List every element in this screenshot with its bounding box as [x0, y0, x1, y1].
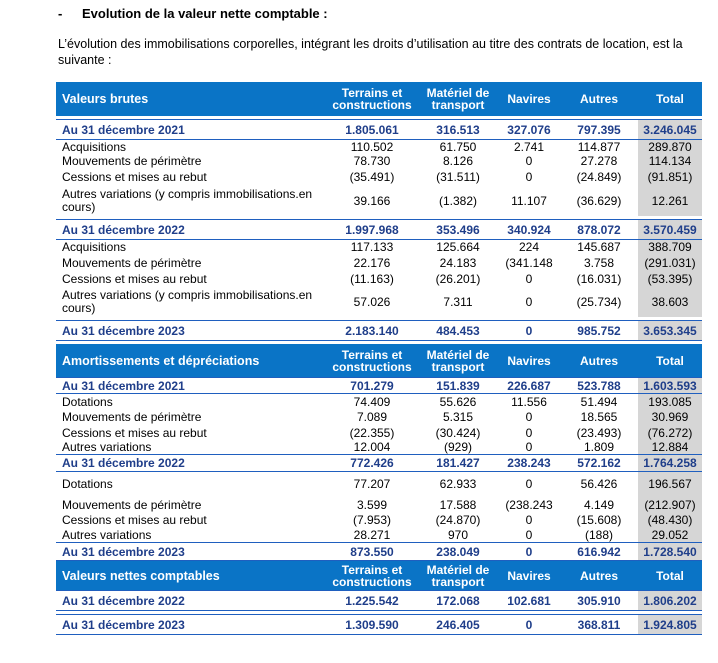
row-label: Cessions et mises au rebut: [62, 170, 207, 184]
table-section-header: [56, 561, 702, 590]
table-row: [56, 441, 702, 454]
cell-autres: 56.426: [580, 477, 618, 491]
cell-total: 1.806.202: [638, 591, 702, 610]
cell-autres: (23.493): [576, 425, 622, 440]
column-header-materiel-transport: Matériel de transport: [426, 562, 490, 589]
row-label: Mouvements de périmètre: [62, 410, 202, 424]
balance-row: [56, 614, 702, 635]
row-label: Autres variations: [62, 440, 152, 454]
cell-total: 114.134: [638, 154, 702, 169]
balance-row: [56, 119, 702, 140]
row-label: Au 31 décembre 2023: [62, 323, 185, 338]
cell-total: (53.395): [638, 271, 702, 287]
cell-autres: 4.149: [583, 497, 615, 512]
cell-terrains-constructions: 57.026: [353, 294, 391, 309]
cell-terrains-constructions: 873.550: [350, 544, 394, 559]
cell-autres: 27.278: [580, 154, 618, 168]
cell-total: (48.430): [638, 513, 702, 528]
balance-row: [56, 377, 702, 394]
cell-materiel-transport: 5.315: [442, 410, 474, 424]
heading-dash: -: [58, 6, 63, 21]
column-header-total: Total: [656, 568, 684, 583]
balance-row: [56, 454, 702, 472]
cell-autres: 3.758: [583, 255, 615, 270]
cell-autres: 985.752: [577, 323, 621, 338]
cell-navires: 2.741: [513, 139, 545, 154]
asset-table: [56, 82, 702, 635]
cell-total: 3.246.045: [638, 120, 702, 139]
table-row: [56, 271, 702, 287]
row-label: Cessions et mises au rebut: [62, 425, 207, 440]
cell-autres: 114.877: [577, 139, 621, 154]
cell-terrains-constructions: (7.953): [352, 513, 392, 527]
cell-navires: 224: [518, 240, 540, 254]
balance-row: [56, 542, 702, 561]
cell-total: 196.567: [638, 472, 702, 497]
column-header-materiel-transport: Matériel de transport: [426, 347, 490, 374]
cell-autres: 797.395: [577, 122, 621, 137]
cell-autres: 368.811: [577, 617, 621, 632]
balance-row: [56, 320, 702, 341]
column-header-navires: Navires: [507, 353, 551, 368]
column-header-terrains-constructions: Terrains et constructions: [332, 562, 412, 589]
cell-total: 3.653.345: [638, 321, 702, 340]
table-row: [56, 186, 702, 216]
cell-navires: 0: [525, 440, 533, 454]
row-label: Autres variations: [62, 527, 152, 542]
cell-navires: 0: [525, 410, 533, 424]
cell-terrains-constructions: 39.166: [353, 193, 391, 208]
cell-total: 30.969: [638, 410, 702, 425]
cell-navires: 0: [525, 271, 533, 286]
section-heading: [58, 6, 328, 21]
cell-navires: 238.243: [507, 456, 551, 470]
table-row: [56, 425, 702, 441]
cell-autres: (24.849): [576, 170, 622, 184]
cell-materiel-transport: 24.183: [439, 255, 477, 270]
cell-autres: (188): [584, 527, 613, 542]
cell-terrains-constructions: 78.730: [353, 154, 391, 168]
cell-autres: (36.629): [576, 193, 622, 208]
cell-materiel-transport: 17.588: [439, 497, 477, 512]
cell-autres: (25.734): [576, 294, 622, 309]
row-label: Dotations: [62, 394, 113, 409]
cell-terrains-constructions: 77.207: [353, 477, 391, 491]
cell-autres: 572.162: [577, 456, 621, 470]
cell-terrains-constructions: 772.426: [350, 456, 394, 470]
cell-materiel-transport: 316.513: [436, 122, 480, 137]
cell-navires: 0: [525, 477, 533, 491]
column-header-autres: Autres: [579, 568, 618, 583]
column-header-navires: Navires: [507, 568, 551, 583]
row-label: Au 31 décembre 2022: [62, 456, 185, 470]
cell-total: 38.603: [638, 287, 702, 317]
cell-materiel-transport: 181.427: [436, 456, 480, 470]
column-header-materiel-transport: Matériel de transport: [426, 86, 490, 112]
cell-total: 12.261: [638, 186, 702, 216]
cell-terrains-constructions: 110.502: [350, 139, 394, 154]
column-header-terrains-constructions: Terrains et constructions: [332, 86, 412, 112]
table-row: [56, 287, 702, 317]
cell-terrains-constructions: 2.183.140: [345, 323, 399, 338]
column-header-navires: Navires: [507, 92, 551, 106]
cell-terrains-constructions: 28.271: [353, 527, 391, 542]
cell-navires: 0: [525, 527, 533, 542]
table-row: [56, 497, 702, 513]
cell-autres: 18.565: [580, 410, 618, 424]
cell-total: 289.870: [638, 140, 702, 154]
cell-navires: (238.243: [505, 497, 553, 512]
cell-terrains-constructions: 74.409: [353, 394, 391, 409]
cell-terrains-constructions: 1.309.590: [345, 617, 399, 632]
cell-navires: 0: [525, 154, 533, 168]
cell-navires: 0: [525, 425, 533, 440]
column-header-autres: Autres: [579, 92, 618, 106]
cell-terrains-constructions: (35.491): [349, 170, 395, 184]
cell-navires: 340.924: [507, 222, 551, 237]
cell-materiel-transport: 172.068: [436, 593, 480, 608]
row-label: Cessions et mises au rebut: [62, 513, 207, 527]
cell-total: 12.884: [638, 441, 702, 454]
row-label: Amortissements et dépréciations: [62, 353, 260, 368]
cell-autres: 1.809: [583, 440, 615, 454]
row-label: Mouvements de périmètre: [62, 154, 202, 168]
table-row: [56, 472, 702, 497]
cell-autres: 616.942: [577, 544, 621, 559]
cell-materiel-transport: (26.201): [435, 271, 481, 286]
cell-materiel-transport: 238.049: [436, 544, 480, 559]
row-label: Acquisitions: [62, 139, 127, 154]
balance-row: [56, 590, 702, 611]
table-section-header: [56, 82, 702, 116]
cell-total: (291.031): [638, 255, 702, 271]
row-label: Valeurs nettes comptables: [62, 568, 220, 583]
cell-autres: 51.494: [580, 394, 618, 409]
column-header-total: Total: [656, 353, 684, 368]
table-row: [56, 240, 702, 255]
cell-navires: 0: [525, 617, 533, 632]
cell-total: 388.709: [638, 240, 702, 255]
cell-autres: 145.687: [577, 240, 621, 254]
cell-total: (76.272): [638, 425, 702, 441]
table-section-header: [56, 344, 702, 377]
table-row: [56, 410, 702, 425]
cell-materiel-transport: 970: [447, 527, 469, 542]
cell-terrains-constructions: 7.089: [356, 410, 388, 424]
cell-materiel-transport: (929): [443, 440, 472, 454]
row-label: Au 31 décembre 2021: [62, 122, 185, 137]
row-label: Mouvements de périmètre: [62, 497, 202, 512]
intro-paragraph: L’évolution des immobilisations corporelles, intégrant les droits d’utilisation au titre des contrats de location, est la suivante :: [58, 37, 683, 67]
row-label: Au 31 décembre 2021: [62, 378, 185, 393]
cell-terrains-constructions: 22.176: [353, 255, 391, 270]
cell-materiel-transport: 353.496: [436, 222, 480, 237]
cell-autres: (16.031): [576, 271, 622, 286]
cell-materiel-transport: 55.626: [439, 394, 477, 409]
cell-total: 1.924.805: [638, 615, 702, 634]
cell-materiel-transport: 8.126: [442, 154, 474, 168]
heading-text: Evolution de la valeur nette comptable :: [82, 6, 328, 21]
cell-materiel-transport: 151.839: [436, 378, 480, 393]
cell-total: 193.085: [638, 394, 702, 410]
cell-autres: 305.910: [577, 593, 621, 608]
cell-navires: 226.687: [507, 378, 551, 393]
column-header-terrains-constructions: Terrains et constructions: [332, 347, 412, 374]
row-label: Mouvements de périmètre: [62, 255, 202, 270]
table-row: [56, 169, 702, 186]
cell-terrains-constructions: 1.805.061: [345, 122, 399, 137]
table-row: [56, 513, 702, 528]
cell-terrains-constructions: 1.225.542: [345, 593, 399, 608]
row-label: Autres variations (y compris immobilisations.en cours): [62, 288, 313, 315]
row-label: Acquisitions: [62, 240, 127, 254]
cell-total: 1.728.540: [638, 543, 702, 560]
cell-total: 29.052: [638, 528, 702, 542]
cell-terrains-constructions: (22.355): [349, 425, 395, 440]
cell-terrains-constructions: 1.997.968: [345, 222, 399, 237]
cell-total: 1.603.593: [638, 378, 702, 393]
table-row: [56, 154, 702, 169]
cell-materiel-transport: (24.870): [435, 513, 481, 527]
column-header-total: Total: [656, 92, 684, 106]
cell-navires: 0: [525, 170, 533, 184]
row-label: Au 31 décembre 2022: [62, 222, 185, 237]
cell-materiel-transport: (30.424): [435, 425, 481, 440]
cell-terrains-constructions: 3.599: [356, 497, 388, 512]
cell-navires: 102.681: [507, 593, 551, 608]
table-row: [56, 255, 702, 271]
column-header-autres: Autres: [579, 353, 618, 368]
cell-terrains-constructions: 12.004: [353, 440, 391, 454]
cell-navires: 327.076: [507, 122, 551, 137]
cell-navires: 11.107: [511, 193, 547, 208]
cell-autres: 523.788: [577, 378, 621, 393]
cell-materiel-transport: 62.933: [439, 477, 477, 491]
cell-navires: (341.148: [505, 255, 553, 270]
cell-total: 1.764.258: [638, 455, 702, 471]
cell-materiel-transport: 125.664: [436, 240, 480, 254]
cell-navires: 11.556: [511, 394, 547, 409]
cell-navires: 0: [525, 294, 533, 309]
cell-total: 3.570.459: [638, 220, 702, 239]
cell-total: (91.851): [638, 169, 702, 186]
row-label: Valeurs brutes: [62, 92, 149, 106]
balance-row: [56, 219, 702, 240]
cell-materiel-transport: 484.453: [436, 323, 480, 338]
cell-materiel-transport: 61.750: [439, 139, 477, 154]
cell-navires: 0: [525, 544, 533, 559]
cell-terrains-constructions: 117.133: [350, 240, 394, 254]
cell-materiel-transport: 7.311: [443, 294, 473, 309]
cell-total: (212.907): [638, 497, 702, 513]
cell-materiel-transport: (1.382): [438, 193, 478, 208]
row-label: Cessions et mises au rebut: [62, 271, 207, 286]
row-label: Au 31 décembre 2023: [62, 544, 185, 559]
table-row: [56, 528, 702, 542]
table-row: [56, 394, 702, 410]
cell-navires: 0: [525, 513, 533, 527]
row-label: Autres variations (y compris immobilisations.en cours): [62, 187, 313, 214]
row-label: Au 31 décembre 2023: [62, 617, 185, 632]
cell-autres: 878.072: [577, 222, 621, 237]
row-label: Au 31 décembre 2022: [62, 593, 185, 608]
cell-navires: 0: [525, 323, 533, 338]
cell-terrains-constructions: 701.279: [350, 378, 394, 393]
cell-materiel-transport: (31.511): [436, 170, 480, 184]
row-label: Dotations: [62, 477, 113, 491]
cell-autres: (15.608): [576, 513, 622, 527]
cell-materiel-transport: 246.405: [436, 617, 480, 632]
cell-terrains-constructions: (11.163): [350, 271, 394, 286]
table-row: [56, 140, 702, 154]
